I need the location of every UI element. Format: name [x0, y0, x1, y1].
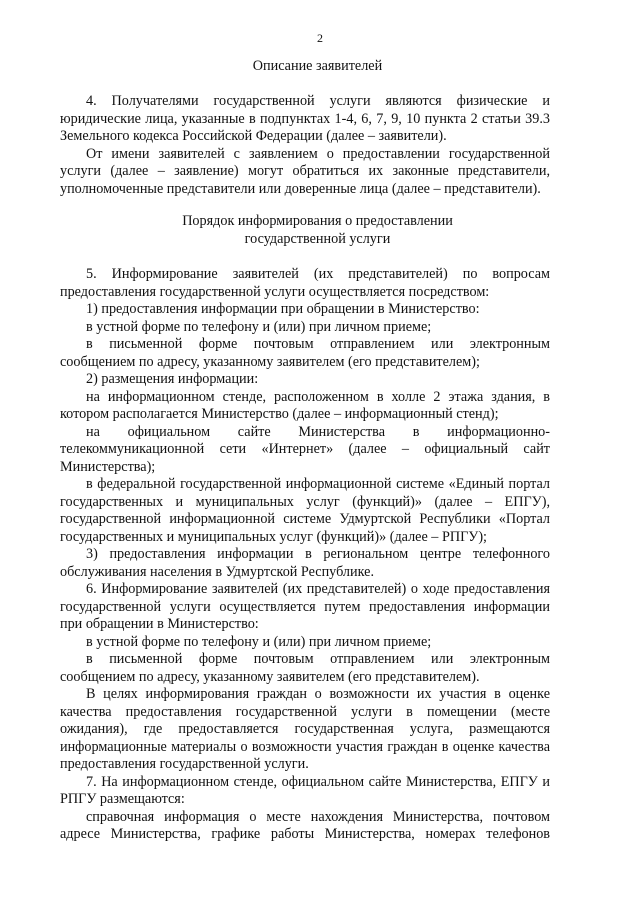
paragraph: в устной форме по телефону и (или) при личном приеме;	[86, 633, 432, 650]
paragraph: на официальном сайте Министерства в информационно-телекоммуникационной сети «Интернет» (далее – официальный сайт Министерства);	[60, 423, 550, 475]
paragraph: 3) предоставления информации в региональном центре телефонного обслуживания населения в Удмуртской Республике.	[60, 546, 550, 580]
paragraph: в письменной форме почтовым отправлением или электронным сообщением по адресу, указанному заявителем (его представителем);	[60, 336, 550, 370]
section-title-applicants: Описание заявителей	[252, 58, 383, 74]
section-applicants-body	[60, 93, 550, 198]
section-title-line: Порядок информирования о предоставлении	[182, 213, 453, 229]
paragraph: 5. Информирование заявителей (их представителей) по вопросам предоставления государственной услуги осуществляется посредством:	[60, 266, 550, 300]
paragraph: справочная информация о месте нахождения Министерства, почтовом адресе Министерства, графике работы Министерства, номерах телефонов	[60, 808, 550, 842]
paragraph: 1) предоставления информации при обращении в Министерство:	[86, 301, 480, 317]
paragraph: 4. Получателями государственной услуги являются физические и юридические лица, указанные в подпунктах 1-4, 6, 7, 9, 10 пункта 2 статьи 39.3 Земельного кодекса Российской Федерации (далее – заявители).	[60, 93, 550, 144]
section-title-line: государственной услуги	[244, 230, 391, 247]
paragraph: 2) размещения информации:	[86, 371, 259, 387]
paragraph: в устной форме по телефону и (или) при личном приеме;	[86, 318, 432, 335]
section-title-informing	[30, 213, 605, 248]
paragraph: на информационном стенде, расположенном в холле 2 этажа здания, в котором располагается Министерство (далее – информационный стенд);	[60, 388, 550, 422]
paragraph: 7. На информационном стенде, официальном сайте Министерства, ЕПГУ и РПГУ размещаются:	[60, 773, 550, 807]
page-number: 2	[317, 31, 323, 45]
paragraph: 6. Информирование заявителей (их представителей) о ходе предоставления государственной услуги осуществляется путем предоставления информации при обращении в Министерство:	[60, 581, 550, 632]
section-informing-body	[60, 266, 550, 844]
paragraph: в письменной форме почтовым отправлением или электронным сообщением по адресу, указанному заявителем (его представителем).	[60, 651, 550, 685]
paragraph: В целях информирования граждан о возможности их участия в оценке качества предоставления государственной услуги в помещении (месте ожидания), где предоставляется государственная услуга, размещаются информационные материалы о возможности участия граждан в оценке качества предоставления государственной услуги.	[60, 686, 550, 772]
paragraph: в федеральной государственной информационной системе «Единый портал государственных и муниципальных услуг (функций)» (далее – ЕПГУ), государственной информационной системе Удмуртской Республики «Портал государственных и муниципальных услуг (функций)» (далее – РПГУ);	[60, 476, 550, 545]
paragraph: От имени заявителей с заявлением о предоставлении государственной услуги (далее – заявление) могут обратиться их законные представители, уполномоченные представители или доверенные лица (далее – представители).	[60, 145, 550, 197]
